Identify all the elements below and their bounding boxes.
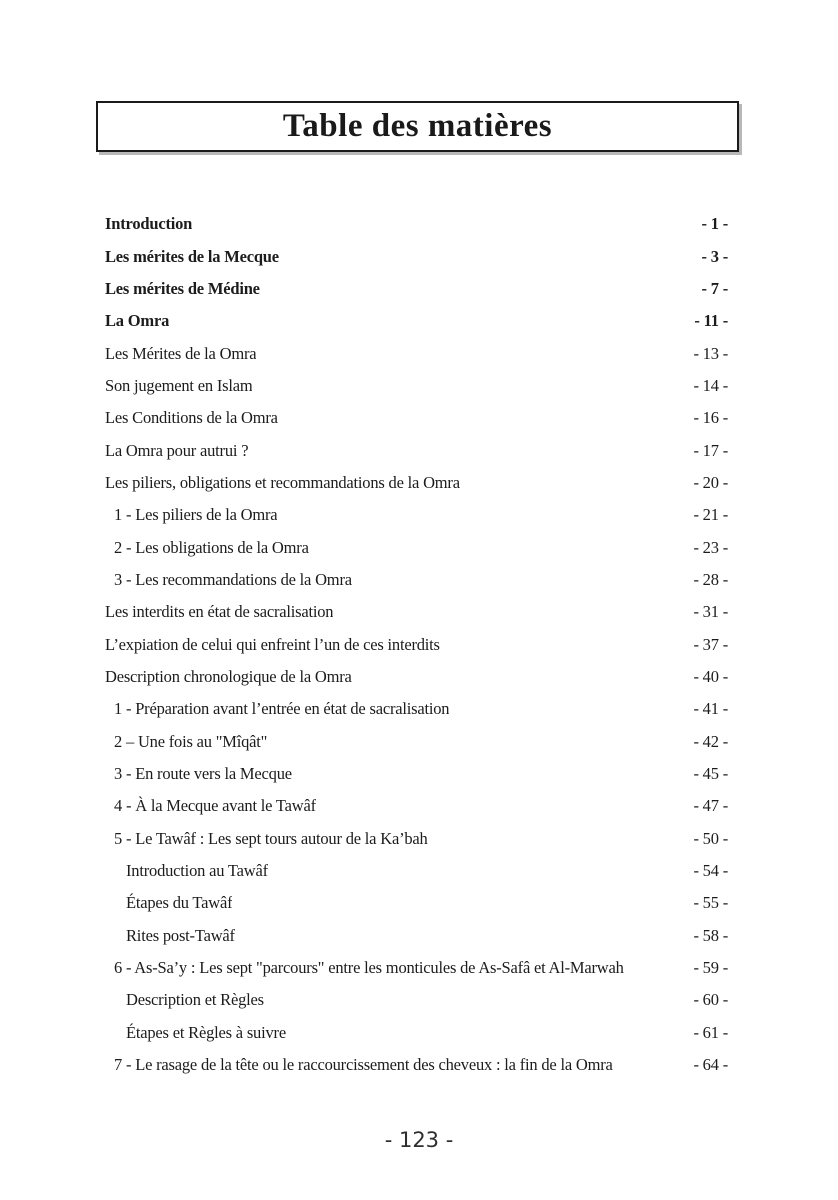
toc-entry-label: La Omra pour autrui ? [105,440,249,460]
toc-entry [105,531,728,563]
toc-entry [105,855,728,887]
page-title: Table des matières [282,108,553,144]
toc-entry-label: 3 - En route vers la Mecque [114,764,292,784]
toc-entry [105,1017,728,1049]
toc-entry [105,402,728,434]
toc-entry-page: - 28 - [693,569,728,589]
toc-entry-label: 2 - Les obligations de la Omra [114,537,309,557]
toc-entry [105,240,728,272]
toc-entry [105,920,728,952]
toc-entry-page: - 55 - [693,893,728,913]
toc-entry [105,564,728,596]
toc-entry-label: Son jugement en Islam [105,375,253,395]
toc-entry-label: 3 - Les recommandations de la Omra [114,569,352,589]
toc-entry [105,596,728,628]
toc-entry [105,273,728,305]
toc-entry-page: - 17 - [693,440,728,460]
toc-entry-page: - 64 - [693,1055,728,1075]
toc-entry-label: Les mérites de la Mecque [105,246,279,266]
toc-entry-label: Étapes du Tawâf [126,893,233,913]
toc-entry-page: - 21 - [693,505,728,525]
toc-entry-label: 4 - À la Mecque avant le Tawâf [114,796,316,816]
toc-entry-page: - 31 - [693,602,728,622]
toc-entry [105,370,728,402]
toc-entry [105,337,728,369]
toc-entry-label: Les piliers, obligations et recommandations de la Omra [105,472,460,492]
toc-entry-label: Les Conditions de la Omra [105,408,278,428]
toc-entry-page: - 61 - [693,1022,728,1042]
toc-entry-page: - 41 - [693,699,728,719]
toc-entry [105,434,728,466]
toc-entry-label: 5 - Le Tawâf : Les sept tours autour de la Ka’bah [114,828,428,848]
toc-entry-label: 1 - Préparation avant l’entrée en état de sacralisation [114,699,450,719]
toc-entry-label: Étapes et Règles à suivre [126,1022,286,1042]
toc-entry-page: - 23 - [693,537,728,557]
title-box [96,101,739,152]
toc-entry-label: Description chronologique de la Omra [105,666,352,686]
toc-entry-label: 1 - Les piliers de la Omra [114,505,278,525]
toc-entry-page: - 59 - [693,958,728,978]
toc-entry-page: - 20 - [693,472,728,492]
toc-entry [105,952,728,984]
toc-entry [105,1049,728,1081]
toc-entry [105,887,728,919]
toc-entry-page: - 14 - [693,375,728,395]
toc-entry-page: - 42 - [693,731,728,751]
toc-entry-page: - 54 - [693,861,728,881]
toc-entry [105,499,728,531]
toc-entry-page: - 40 - [693,666,728,686]
toc-entry [105,208,728,240]
toc-entry [105,693,728,725]
toc-entry-label: Description et Règles [126,990,264,1010]
footer-page-number: - 123 - [384,1128,454,1152]
toc-entry-page: - 37 - [693,634,728,654]
toc-entry [105,726,728,758]
toc-entry-page: - 45 - [693,764,728,784]
toc-entry-label: Les Mérites de la Omra [105,343,257,363]
toc-entry-label: Les mérites de Médine [105,278,260,298]
toc-entry [105,661,728,693]
toc-entry-label: Les interdits en état de sacralisation [105,602,334,622]
toc-entry-label: Rites post-Tawâf [126,925,235,945]
toc-entry-page: - 16 - [693,408,728,428]
toc-entry-label: 2 – Une fois au "Mîqât" [114,731,268,751]
toc-entry [105,758,728,790]
toc-entry [105,823,728,855]
toc-entry-label: La Omra [105,311,170,331]
toc-entry-page: - 60 - [693,990,728,1010]
toc-entry-label: 6 - As-Sa’y : Les sept "parcours" entre les monticules de As-Safâ et Al-Marwah [114,958,624,978]
toc-entry-page: - 58 - [693,925,728,945]
toc-entry [105,984,728,1016]
toc-entry-page: - 13 - [693,343,728,363]
toc-entry [105,305,728,337]
toc-entry-label: Introduction au Tawâf [126,861,268,881]
toc-entry-page: - 3 - [701,246,728,266]
toc-entry-label: L’expiation de celui qui enfreint l’un de ces interdits [105,634,440,654]
toc-entry-label: 7 - Le rasage de la tête ou le raccourcissement des cheveux : la fin de la Omra [114,1055,613,1075]
toc-entry-page: - 11 - [694,311,728,331]
toc-entry [105,790,728,822]
toc-entry-page: - 7 - [701,278,728,298]
toc-entry [105,467,728,499]
toc-entry-page: - 50 - [693,828,728,848]
toc-entry [105,628,728,660]
toc-entry-page: - 47 - [693,796,728,816]
toc-entry-page: - 1 - [701,214,728,234]
toc-entry-label: Introduction [105,214,193,234]
table-of-contents [105,208,728,1081]
